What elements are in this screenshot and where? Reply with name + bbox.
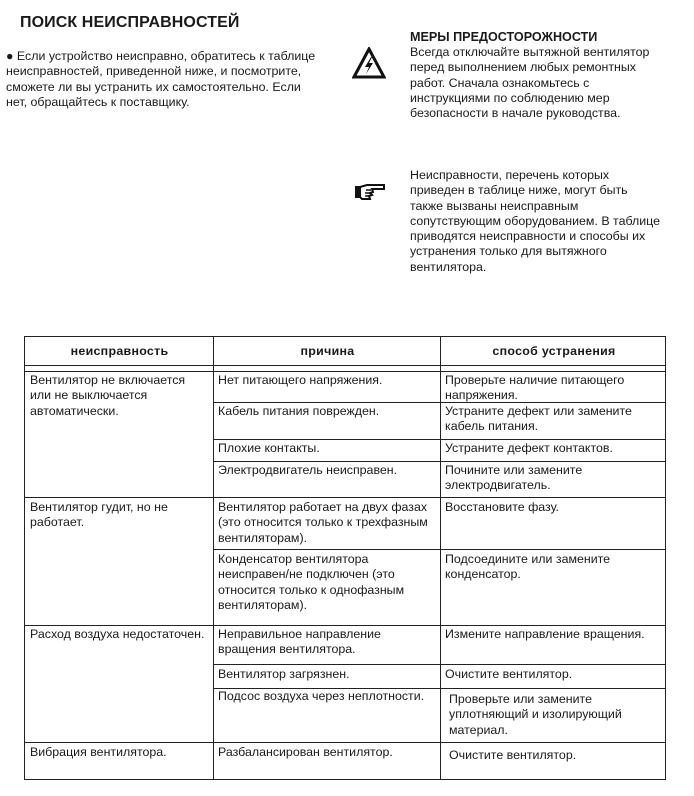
cause-cell: Разбалансирован вентилятор. xyxy=(218,745,393,759)
cause-cell: Электродвигатель неисправен. xyxy=(218,463,398,477)
caution-title: МЕРЫ ПРЕДОСТОРОЖНОСТИ xyxy=(410,30,598,44)
header-divider xyxy=(25,365,665,366)
remedy-cell: Проверьте наличие питающего напряжения. xyxy=(445,373,625,403)
cause-cell: Неправильное направление вращения вентилятора. xyxy=(218,627,381,657)
row-divider xyxy=(213,461,665,462)
cause-cell: Кабель питания поврежден. xyxy=(218,404,380,418)
fault-cell: Расход воздуха недостаточен. xyxy=(30,627,205,641)
row-divider xyxy=(213,664,665,665)
header-divider-double xyxy=(25,371,665,372)
cause-cell: Нет питающего напряжения. xyxy=(218,373,383,387)
remedy-cell: Почините или замените электродвигатель. xyxy=(445,463,583,493)
header-remedy: способ устранения xyxy=(492,344,616,358)
remedy-cell: Подсоедините или замените конденсатор. xyxy=(445,552,611,582)
cause-cell: Вентилятор работает на двух фазах (это относится только к трехфазным вентиляторам). xyxy=(218,500,428,545)
pointing-hand-icon xyxy=(354,182,386,202)
page-title: ПОИСК НЕИСПРАВНОСТЕЙ xyxy=(20,14,240,31)
note-text: Неисправности, перечень которых приведен в таблице ниже, могут быть также вызваны неисправным сопутствующим оборудованием. В таблице приводятся неисправности и способы их устранения только для вытяжного вентилятора. xyxy=(410,168,661,274)
remedy-cell: Проверьте или замените уплотняющий и изолирующий материал. xyxy=(449,692,622,737)
remedy-cell: Измените направление вращения. xyxy=(445,627,645,641)
fault-cell: Вибрация вентилятора. xyxy=(30,745,167,759)
row-divider xyxy=(213,439,665,440)
remedy-cell: Устраните дефект контактов. xyxy=(445,441,613,455)
remedy-cell: Очистите вентилятор. xyxy=(449,748,577,762)
troubleshooting-table xyxy=(24,336,666,780)
group-divider xyxy=(25,497,665,498)
remedy-cell: Очистите вентилятор. xyxy=(445,667,573,681)
group-divider xyxy=(25,742,665,743)
cause-cell: Конденсатор вентилятора неисправен/не подключен (это относится только к однофазным вентиляторам). xyxy=(218,552,405,612)
cause-cell: Плохие контакты. xyxy=(218,441,320,455)
group-divider xyxy=(25,625,665,626)
fault-cell: Вентилятор не включается или не выключается автоматически. xyxy=(30,373,186,418)
remedy-cell: Устраните дефект или замените кабель питания. xyxy=(445,404,632,434)
electrical-hazard-warning-icon xyxy=(352,47,386,79)
caution-text: Всегда отключайте вытяжной вентилятор перед выполнением любых ремонтных работ. Сначала ознакомьтесь с инструкциями по соблюдению мер безопасности в начале руководства. xyxy=(410,45,650,121)
row-divider xyxy=(213,549,665,550)
header-cause: причина xyxy=(300,344,355,358)
fault-cell: Вентилятор гудит, но не работает. xyxy=(30,500,168,530)
cause-cell: Подсос воздуха через неплотности. xyxy=(218,689,425,703)
remedy-cell: Восстановите фазу. xyxy=(445,500,559,514)
cause-cell: Вентилятор загрязнен. xyxy=(218,667,350,681)
header-fault: неисправность xyxy=(70,344,169,358)
intro-paragraph: ● Если устройство неисправно, обратитесь к таблице неисправностей, приведенной ниже, и посмотрите, сможете ли вы устранить их самостоятельно. Если нет, обращайтесь к поставщику. xyxy=(6,49,316,109)
